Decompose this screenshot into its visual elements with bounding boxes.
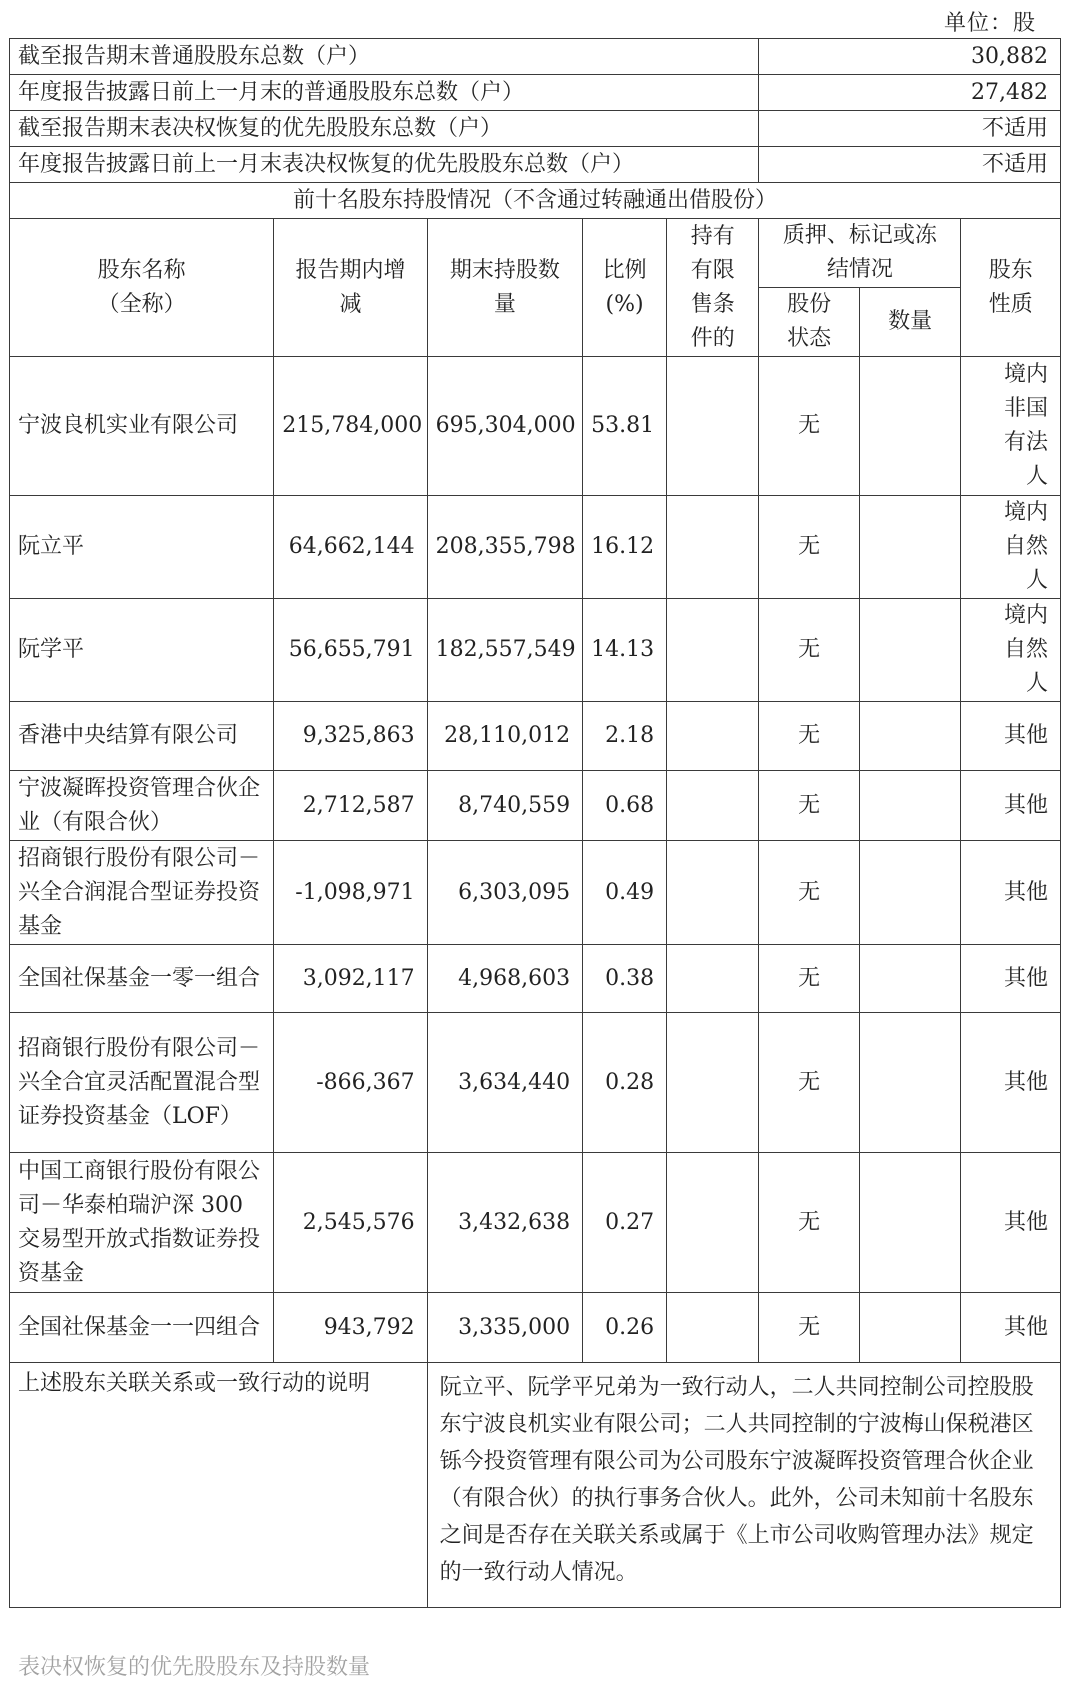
cell-ratio: 0.68 <box>583 771 667 841</box>
cell-change: 56,655,791 <box>274 599 427 702</box>
header-ratio: 比例 (%) <box>583 219 667 357</box>
cell-restricted <box>667 841 759 945</box>
summary-value: 27,482 <box>759 75 1061 111</box>
table-row <box>10 945 1061 1013</box>
cell-nature: 其他 <box>961 771 1061 841</box>
cell-change: -1,098,971 <box>274 841 427 945</box>
summary-row <box>10 75 1061 111</box>
cell-nature: 其他 <box>961 1293 1061 1363</box>
summary-label: 年度报告披露日前上一月末的普通股股东总数（户） <box>10 75 759 111</box>
cell-name: 阮立平 <box>10 496 274 599</box>
cell-change: 2,712,587 <box>274 771 427 841</box>
unit-label: 单位：股 <box>943 11 1036 36</box>
cell-status: 无 <box>759 1293 860 1363</box>
summary-row <box>10 39 1061 75</box>
cell-name: 招商银行股份有限公司－兴全合宜灵活配置混合型证券投资基金（LOF） <box>10 1013 274 1153</box>
shareholder-table <box>9 38 1061 1608</box>
cell-nature: 其他 <box>961 1153 1061 1293</box>
cell-holding: 3,634,440 <box>427 1013 582 1153</box>
table-row <box>10 702 1061 771</box>
cell-restricted <box>667 599 759 702</box>
table-row <box>10 496 1061 599</box>
cell-status: 无 <box>759 496 860 599</box>
cell-quantity <box>859 357 961 496</box>
cell-quantity <box>859 945 961 1013</box>
cell-status: 无 <box>759 771 860 841</box>
header-nature: 股东 性质 <box>961 219 1061 357</box>
cell-ratio: 0.38 <box>583 945 667 1013</box>
cell-name: 中国工商银行股份有限公司－华泰柏瑞沪深 300 交易型开放式指数证券投资基金 <box>10 1153 274 1293</box>
cell-change: 9,325,863 <box>274 702 427 771</box>
summary-value: 30,882 <box>759 39 1061 75</box>
cell-ratio: 16.12 <box>583 496 667 599</box>
cell-nature: 境内自然人 <box>961 496 1061 599</box>
table-row <box>10 1153 1061 1293</box>
header-status: 股份 状态 <box>759 288 860 357</box>
cell-name: 全国社保基金一一四组合 <box>10 1293 274 1363</box>
cell-nature: 其他 <box>961 945 1061 1013</box>
cell-status: 无 <box>759 841 860 945</box>
cell-status: 无 <box>759 357 860 496</box>
cell-name: 招商银行股份有限公司－兴全合润混合型证券投资基金 <box>10 841 274 945</box>
cell-ratio: 0.27 <box>583 1153 667 1293</box>
cell-restricted <box>667 771 759 841</box>
cell-holding: 8,740,559 <box>427 771 582 841</box>
cell-change: 64,662,144 <box>274 496 427 599</box>
cell-holding: 28,110,012 <box>427 702 582 771</box>
cell-status: 无 <box>759 702 860 771</box>
cell-name: 全国社保基金一零一组合 <box>10 945 274 1013</box>
relation-note-row <box>10 1363 1061 1608</box>
cell-ratio: 53.81 <box>583 357 667 496</box>
summary-label: 截至报告期末普通股股东总数（户） <box>10 39 759 75</box>
cell-quantity <box>859 599 961 702</box>
relation-note-label: 上述股东关联关系或一致行动的说明 <box>10 1363 428 1608</box>
cell-change: 943,792 <box>274 1293 427 1363</box>
cell-quantity <box>859 1153 961 1293</box>
cell-change: 3,092,117 <box>274 945 427 1013</box>
cell-holding: 208,355,798 <box>427 496 582 599</box>
table-row <box>10 1293 1061 1363</box>
header-restricted: 持有 有限 售条 件的 <box>667 219 759 357</box>
cell-change: 2,545,576 <box>274 1153 427 1293</box>
cell-quantity <box>859 702 961 771</box>
header-change: 报告期内增 减 <box>274 219 427 357</box>
cell-holding: 3,335,000 <box>427 1293 582 1363</box>
cell-quantity <box>859 1013 961 1153</box>
cell-holding: 182,557,549 <box>427 599 582 702</box>
cell-ratio: 0.49 <box>583 841 667 945</box>
section-title: 前十名股东持股情况（不含通过转融通出借股份） <box>10 183 1061 219</box>
cell-change: -866,367 <box>274 1013 427 1153</box>
cell-status: 无 <box>759 945 860 1013</box>
cell-nature: 境内自然人 <box>961 599 1061 702</box>
table-row <box>10 1013 1061 1153</box>
header-holding: 期末持股数 量 <box>427 219 582 357</box>
cell-quantity <box>859 771 961 841</box>
table-row <box>10 599 1061 702</box>
cell-restricted <box>667 945 759 1013</box>
header-pledge: 质押、标记或冻 结情况 <box>759 219 961 288</box>
table-row <box>10 771 1061 841</box>
cell-quantity <box>859 841 961 945</box>
cell-ratio: 0.28 <box>583 1013 667 1153</box>
table-row <box>10 841 1061 945</box>
cell-nature: 其他 <box>961 702 1061 771</box>
cell-name: 阮学平 <box>10 599 274 702</box>
cell-status: 无 <box>759 599 860 702</box>
cell-name: 香港中央结算有限公司 <box>10 702 274 771</box>
header-name: 股东名称 （全称） <box>10 219 274 357</box>
summary-label: 截至报告期末表决权恢复的优先股股东总数（户） <box>10 111 759 147</box>
cell-restricted <box>667 357 759 496</box>
summary-value: 不适用 <box>759 111 1061 147</box>
header-row <box>10 219 1061 288</box>
cell-restricted <box>667 1153 759 1293</box>
summary-row <box>10 111 1061 147</box>
cell-name: 宁波良机实业有限公司 <box>10 357 274 496</box>
cell-holding: 4,968,603 <box>427 945 582 1013</box>
cell-restricted <box>667 702 759 771</box>
cell-quantity <box>859 1293 961 1363</box>
cell-nature: 其他 <box>961 1013 1061 1153</box>
cell-restricted <box>667 496 759 599</box>
cell-ratio: 2.18 <box>583 702 667 771</box>
cell-ratio: 0.26 <box>583 1293 667 1363</box>
cell-restricted <box>667 1293 759 1363</box>
cell-name: 宁波凝晖投资管理合伙企业（有限合伙） <box>10 771 274 841</box>
cell-holding: 695,304,000 <box>427 357 582 496</box>
cell-restricted <box>667 1013 759 1153</box>
summary-label: 年度报告披露日前上一月末表决权恢复的优先股股东总数（户） <box>10 147 759 183</box>
cell-status: 无 <box>759 1153 860 1293</box>
header-quantity: 数量 <box>859 288 961 357</box>
cell-status: 无 <box>759 1013 860 1153</box>
cut-off-text: 表决权恢复的优先股股东及持股数量 <box>18 1655 371 1680</box>
cell-holding: 3,432,638 <box>427 1153 582 1293</box>
cell-ratio: 14.13 <box>583 599 667 702</box>
cell-nature: 境内非国有法人 <box>961 357 1061 496</box>
cell-quantity <box>859 496 961 599</box>
table-row <box>10 357 1061 496</box>
cell-holding: 6,303,095 <box>427 841 582 945</box>
summary-value: 不适用 <box>759 147 1061 183</box>
relation-note-text: 阮立平、阮学平兄弟为一致行动人，二人共同控制公司控股股东宁波良机实业有限公司；二人共同控制的宁波梅山保税港区铄今投资管理有限公司为公司股东宁波凝晖投资管理合伙企业（有限合伙）的执行事务合伙人。此外，公司未知前十名股东之间是否存在关联关系或属于《上市公司收购管理办法》规定的一致行动人情况。 <box>427 1363 1060 1608</box>
cell-change: 215,784,000 <box>274 357 427 496</box>
cell-nature: 其他 <box>961 841 1061 945</box>
summary-row <box>10 147 1061 183</box>
